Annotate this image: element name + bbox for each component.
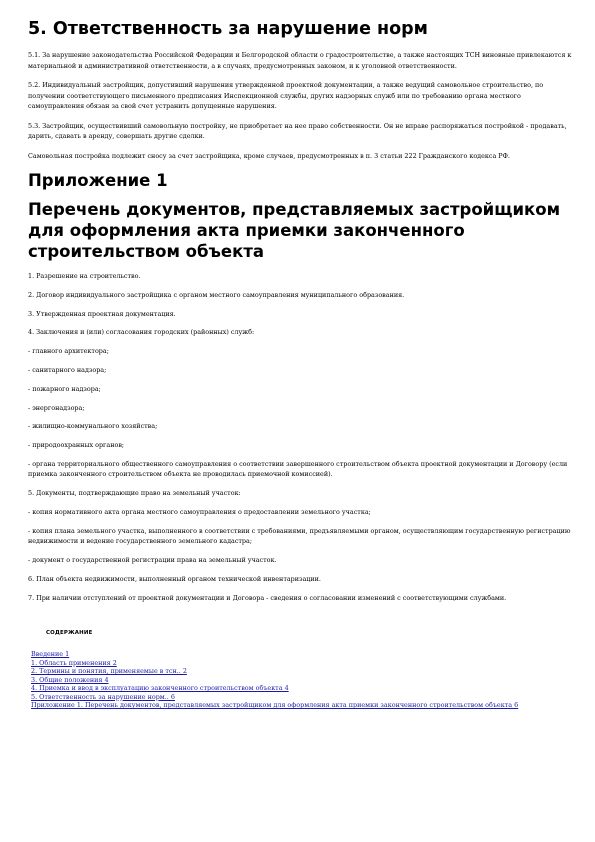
toc-link-terms[interactable]: 2. Термины и понятия, применяемые в тсн.. 2 [31,667,187,676]
appendix-label: Приложение 1 [28,171,168,190]
table-of-contents [31,650,572,710]
toc-title: СОДЕРЖАНИЕ [46,630,93,637]
list-item: - санитарного надзора; [28,365,107,374]
list-item: - копия нормативного акта органа местного самоуправления о предоставлении земельного участка; [28,508,371,517]
toc-link-general[interactable]: 3. Общие положения 4 [31,675,109,684]
list-item: 4. Заключения и (или) согласования городских (районных) служб: [28,328,255,337]
list-item: - документ о государственной регистрации права на земельный участок. [28,556,277,565]
appendix-title: Перечень документов, представляемых застройщиком для оформления акта приемки законченного строительством объекта [28,200,561,261]
section-5-paragraph: 5.1. За нарушение законодательства Российской Федерации и Белгородской области о градостроительстве, а также настоящих ТСН виновные привлекаются к материальной и административной ответственности, а в случаях, предусмотренных законом, и к уголовной ответственности. [28,51,572,70]
list-item: - органа территориального общественного самоуправления о соответствии завершенного строительством объекта проектной документации и Договору (если приемка законченного строительством объекта не проводилась приемочной комиссией). [28,459,568,479]
toc-link-responsibility[interactable]: 5. Ответственность за нарушение норм.. 6 [31,692,175,701]
toc-link-scope[interactable]: 1. Область применения 2 [31,658,117,667]
list-item: - копия плана земельного участка, выполненного в соответствии с требованиями, предъявляемыми органом, осуществляющим государственную регистрацию недвижимости и ведение государственного земельного кадастра; [28,526,571,546]
list-item: - природоохранных органов; [28,441,125,450]
list-item: 2. Договор индивидуального застройщика с органом местного самоуправления муниципального образования. [28,290,405,299]
list-item: 3. Утвержденная проектная документация. [28,309,176,318]
section-5-paragraph: 5.2. Индивидуальный застройщик, допустивший нарушения утвержденной проектной документации, а также ведущий самовольное строительство, по получении соответствующего письменного предписания Инспекционной службы, других надзорных служб или по требованию органа местного самоуправления обязан за свой счет устранить допущенные нарушения. [28,81,544,110]
list-item: - жилищно-коммунального хозяйства; [28,422,158,431]
toc-link-acceptance[interactable]: 4. Приемка и ввод в эксплуатацию законченного строительством объекта 4 [31,684,289,693]
toc-link-intro[interactable]: Введение 1 [31,650,70,659]
toc-link-appendix-1[interactable]: Приложение 1. Перечень документов, представляемых застройщиком для оформления акта приемки законченного строительством объекта 6 [31,701,519,710]
list-item: 1. Разрешение на строительство. [28,272,141,280]
section-5 [28,18,572,161]
section-5-paragraph: Самовольная постройка подлежит сносу за счет застройщика, кроме случаев, предусмотренных в п. 3 статьи 222 Гражданского кодекса РФ. [28,151,510,160]
list-item: - главного архитектора; [28,347,109,356]
list-item: - энергонадзора; [28,403,85,412]
section-5-heading: 5. Ответственность за нарушение норм [28,19,428,39]
list-item: 7. При наличии отступлений от проектной документации и Договора - сведения о согласовании изменений с соответствующими службами. [28,593,507,602]
documents-list [28,271,572,603]
list-item: 6. План объекта недвижимости, выполненный органом технической инвентаризации. [28,574,321,583]
list-item: - пожарного надзора; [28,384,101,393]
list-item: 5. Документы, подтверждающие право на земельный участок: [28,489,241,498]
section-5-paragraph: 5.3. Застройщик, осуществивший самовольную постройку, не приобретает на нее право собственности. Он не вправе распоряжаться постройкой - продавать, дарить, сдавать в аренду, совершать другие сделки. [28,121,567,140]
document-content [28,18,572,710]
